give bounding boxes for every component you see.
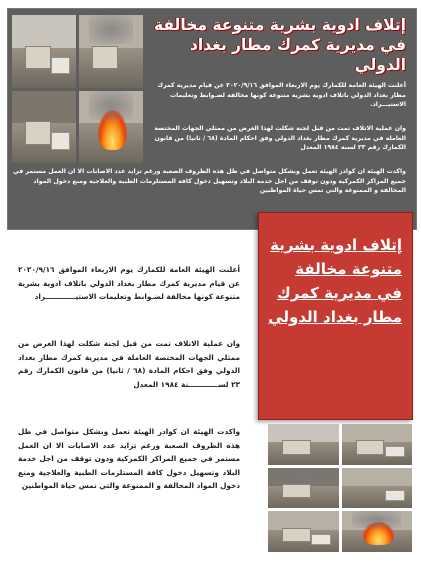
body-paragraph-3: واكدت الهيئة ان كوادر الهيئة تعمل وبشكل متواصل في ظل هذه الظروف الصعبة ورغم تزايد عدد الاصابات الا ان العمل مستمر في جميع المراكز الكمركية ودون توقف من اجل خدمة البلاد وتسهيل دخول كافة المستلزمات الطبية والعلاجية ومنع دخول المواد المخالفة و الممنوعة والتي تمس حياة المواطنين	[18, 427, 240, 490]
bottom-photo-2	[342, 424, 413, 465]
banner-photo-grid	[12, 15, 143, 163]
red-panel-title	[267, 233, 402, 329]
banner-photo-4	[79, 91, 143, 164]
banner-photo-2	[79, 15, 143, 88]
bottom-photo-4	[342, 468, 413, 509]
bottom-photo-1	[268, 424, 339, 465]
bottom-photo-5	[268, 511, 339, 552]
banner-photo-1	[12, 15, 76, 88]
banner-paragraph-1: أعلنت الهيئة العامة للكمارك يوم الاربعاء الموافق ٢٠٢٠/٩/١٦ عن قيام مديرية كمرك مطار بغداد الدولي باتلاف ادوية بشرية متنوعة كونها مخالفة لضـوابط وتعليمات الاستيـــراد.	[157, 82, 406, 108]
banner-title: إتلاف ادوية بشرية متنوعة مخالفة في مديرية كمرك مطار بغداد الدولي	[154, 16, 406, 74]
bottom-photo-grid	[268, 424, 412, 552]
banner-paragraph-2: وان عملية الاتلاف تمت من قبل لجنة شكلت لهذا الغرض من ممثلي الجهات المختصة العاملة في مديرية كمرك مطار بغداد الدولي وفق احكام المادة (٦٨ / ثانيا) من قانون الكمارك رقم ٢٣ لسنة ١٩٨٤ المعدل	[154, 125, 406, 151]
red-panel-title-text: إتلاف ادوية بشرية متنوعة مخالفة في مديرية كمرك مطار بغداد الدولي	[268, 236, 402, 326]
body-paragraph-2: وان عملية الاتلاف تمت من قبل لجنة شكلت لهذا الغرض من ممثلي الجهات المختصة العاملة في مديرية كمرك مطار بغداد الدولي وفق احكام المادة (٦٨ / ثانيا) من قانون الكمارك رقم ٢٣ لســــــــــــنة ١٩٨٤ المعدل	[18, 339, 240, 389]
red-title-panel	[258, 212, 413, 420]
bottom-photo-6	[342, 511, 413, 552]
bottom-photo-3	[268, 468, 339, 509]
body-paragraph-1: أعلنت الهيئة العامة للكمارك يوم الاربعاء الموافق ٢٠٢٠/٩/١٦ عن قيام مديرية كمرك مطار بغداد الدولي باتلاف ادوية بشرية متنوعة كونها مخالفة لضـوابط وتعليمات الاستيــــــــــــراد	[18, 265, 240, 301]
banner-paragraph-3: واكدت الهيئة ان كوادر الهيئة تعمل وبشكل متواصل في ظل هذه الظروف الصعبة ورغم تزايد عدد الاصابات الا ان العمل مستمر في جميع المراكز الكمركية ودون توقف من اجل خدمة البلاد وتسهيل دخول كافة المستلزمات الطبية والعلاجية ومنع دخول المواد المخالفة و الممنوعة والتي تمس حياة المواطنين	[12, 168, 406, 194]
banner-photo-3	[12, 91, 76, 164]
top-banner	[7, 8, 417, 230]
